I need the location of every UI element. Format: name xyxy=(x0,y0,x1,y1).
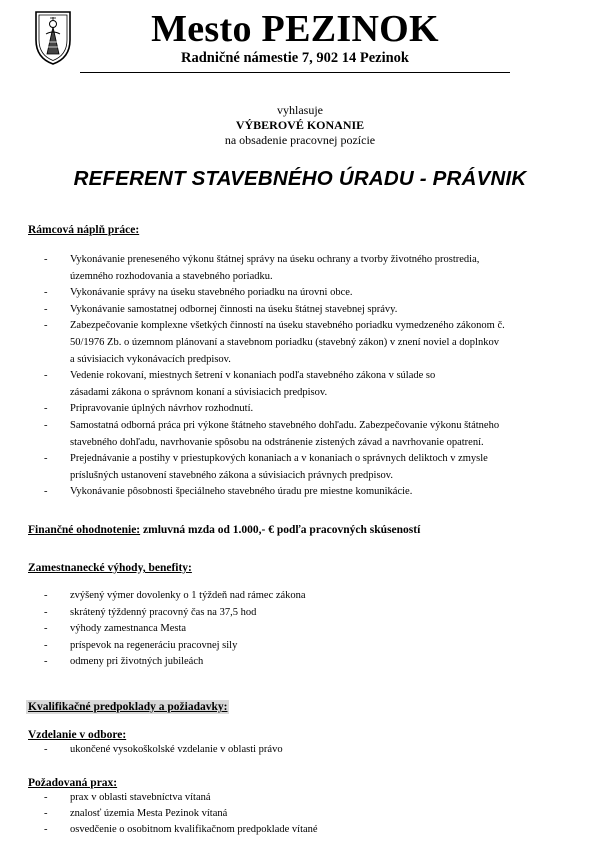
list-item-line: osvedčenie o osobitnom kvalifikačnom predpoklade vítané xyxy=(70,824,318,835)
list-item-line: stavebného dohľadu, navrhovanie spôsobu na odstránenie zistených závad a navrhovanie opatrení. xyxy=(70,436,484,448)
qualifications-heading: Kvalifikačné predpoklady a požiadavky: xyxy=(28,701,228,713)
list-item-line: zásadami zákona o správnom konaní a súvisiacich predpisov. xyxy=(70,386,328,398)
list-item-line: Vykonávanie preneseného výkonu štátnej správy na úseku ochrany a tvorby životného prostredia, xyxy=(70,254,480,265)
salary-label: Finančné ohodnotenie: xyxy=(28,524,141,536)
practice-item xyxy=(44,790,564,806)
list-item-line: Vedenie rokovaní, miestnych šetrení v konaniach podľa stavebného zákona v súlade so xyxy=(70,370,436,382)
education-list xyxy=(44,742,564,759)
education-heading: Vzdelanie v odbore: xyxy=(28,729,127,741)
list-item-line: Pripravovanie úplných návrhov rozhodnutí. xyxy=(70,403,254,415)
bullet-dash: - xyxy=(44,453,48,465)
bullet-dash: - xyxy=(44,254,48,265)
salary-value: zmluvná mzda od 1.000,- € podľa pracovných skúseností xyxy=(140,524,421,536)
bullet-dash: - xyxy=(44,590,48,601)
bullet-dash: - xyxy=(44,287,48,299)
list-item-line: príslušných ustanovení stavebného zákona a súvisiacich právnych predpisov. xyxy=(70,469,393,481)
benefits-heading: Zamestnanecké výhody, benefity: xyxy=(28,562,192,574)
duties-heading: Rámcová náplň práce: xyxy=(28,224,140,236)
benefit-item xyxy=(44,654,564,671)
bullet-dash: - xyxy=(44,606,48,618)
duty-item xyxy=(44,252,564,285)
intro-line-selection: VÝBEROVÉ KONANIE xyxy=(235,118,365,132)
list-item-line: územného rozhodovania a stavebného poriadku. xyxy=(70,270,273,282)
benefit-item xyxy=(44,588,564,605)
duty-item xyxy=(44,285,564,302)
coat-of-arms-icon xyxy=(34,10,72,66)
bullet-dash: - xyxy=(44,370,48,382)
bullet-dash: - xyxy=(44,656,48,668)
list-item-line: Vykonávanie správy na úseku stavebného poriadku na úrovni obce. xyxy=(70,287,353,299)
list-item-line: odmeny pri životných jubileách xyxy=(70,656,204,668)
list-item-line: ukončené vysokoškolské vzdelanie v oblasti právo xyxy=(70,744,283,755)
practice-item xyxy=(44,822,564,838)
list-item-line: príspevok na regeneráciu pracovnej sily xyxy=(70,639,238,651)
list-item-line: Samostatná odborná práca pri výkone štátneho stavebného dohľadu. Zabezpečovanie výkonu štátneho xyxy=(70,419,500,431)
practice-item xyxy=(44,806,564,822)
bullet-dash: - xyxy=(44,744,48,755)
list-item-line: výhody zamestnanca Mesta xyxy=(70,623,187,635)
header-divider xyxy=(80,72,510,73)
practice-heading: Požadovaná prax: xyxy=(28,777,118,789)
list-item-line: skrátený týždenný pracovný čas na 37,5 hod xyxy=(70,606,257,618)
list-item-line: Prejednávanie a postihy v priestupkových konaniach a v konaniach o správnych deliktoch v zmysle xyxy=(70,453,488,465)
bullet-dash: - xyxy=(44,808,48,819)
bullet-dash: - xyxy=(44,639,48,651)
intro-line-announces: vyhlasuje xyxy=(277,103,323,117)
duties-list xyxy=(44,252,564,501)
benefit-item xyxy=(44,605,564,622)
education-item xyxy=(44,742,564,759)
list-item-line: Zabezpečovanie komplexne všetkých činností na úseku stavebného poriadku vymedzeného zákonom č. xyxy=(70,320,505,332)
position-title: REFERENT STAVEBNÉHO ÚRADU - PRÁVNIK xyxy=(73,167,527,190)
duty-item xyxy=(44,318,564,368)
duty-item xyxy=(44,484,564,501)
intro-block xyxy=(0,103,600,148)
benefit-item xyxy=(44,638,564,655)
duty-item xyxy=(44,401,564,418)
bullet-dash: - xyxy=(44,824,48,835)
salary-line xyxy=(28,524,420,536)
list-item-line: Vykonávanie pôsobnosti špeciálneho stavebného úradu pre miestne komunikácie. xyxy=(70,486,413,498)
bullet-dash: - xyxy=(44,303,48,315)
bullet-dash: - xyxy=(44,623,48,635)
list-item-line: znalosť územia Mesta Pezinok vítaná xyxy=(70,808,228,819)
intro-line-position: na obsadenie pracovnej pozície xyxy=(224,133,376,147)
duty-item xyxy=(44,418,564,451)
list-item-line: Vykonávanie samostatnej odbornej činnosti na úseku štátnej stavebnej správy. xyxy=(70,303,398,315)
list-item-line: a súvisiacich vykonávacích predpisov. xyxy=(70,353,231,365)
duty-item xyxy=(44,451,564,484)
list-item-line: 50/1976 Zb. o územnom plánovaní a stavebnom poriadku (stavebný zákon) v znení noviel a doplnkov xyxy=(70,336,499,348)
bullet-dash: - xyxy=(44,419,48,431)
duty-item xyxy=(44,302,564,319)
duty-item xyxy=(44,368,564,401)
city-title: Mesto PEZINOK xyxy=(151,8,439,50)
bullet-dash: - xyxy=(44,486,48,498)
list-item-line: zvýšený výmer dovolenky o 1 týždeň nad rámec zákona xyxy=(70,590,306,601)
city-address: Radničné námestie 7, 902 14 Pezinok xyxy=(181,50,409,66)
practice-list xyxy=(44,790,564,838)
list-item-line: prax v oblasti stavebníctva vítaná xyxy=(70,792,211,803)
benefit-item xyxy=(44,621,564,638)
bullet-dash: - xyxy=(44,320,48,332)
bullet-dash: - xyxy=(44,403,48,415)
bullet-dash: - xyxy=(44,792,48,803)
benefits-list xyxy=(44,588,564,671)
